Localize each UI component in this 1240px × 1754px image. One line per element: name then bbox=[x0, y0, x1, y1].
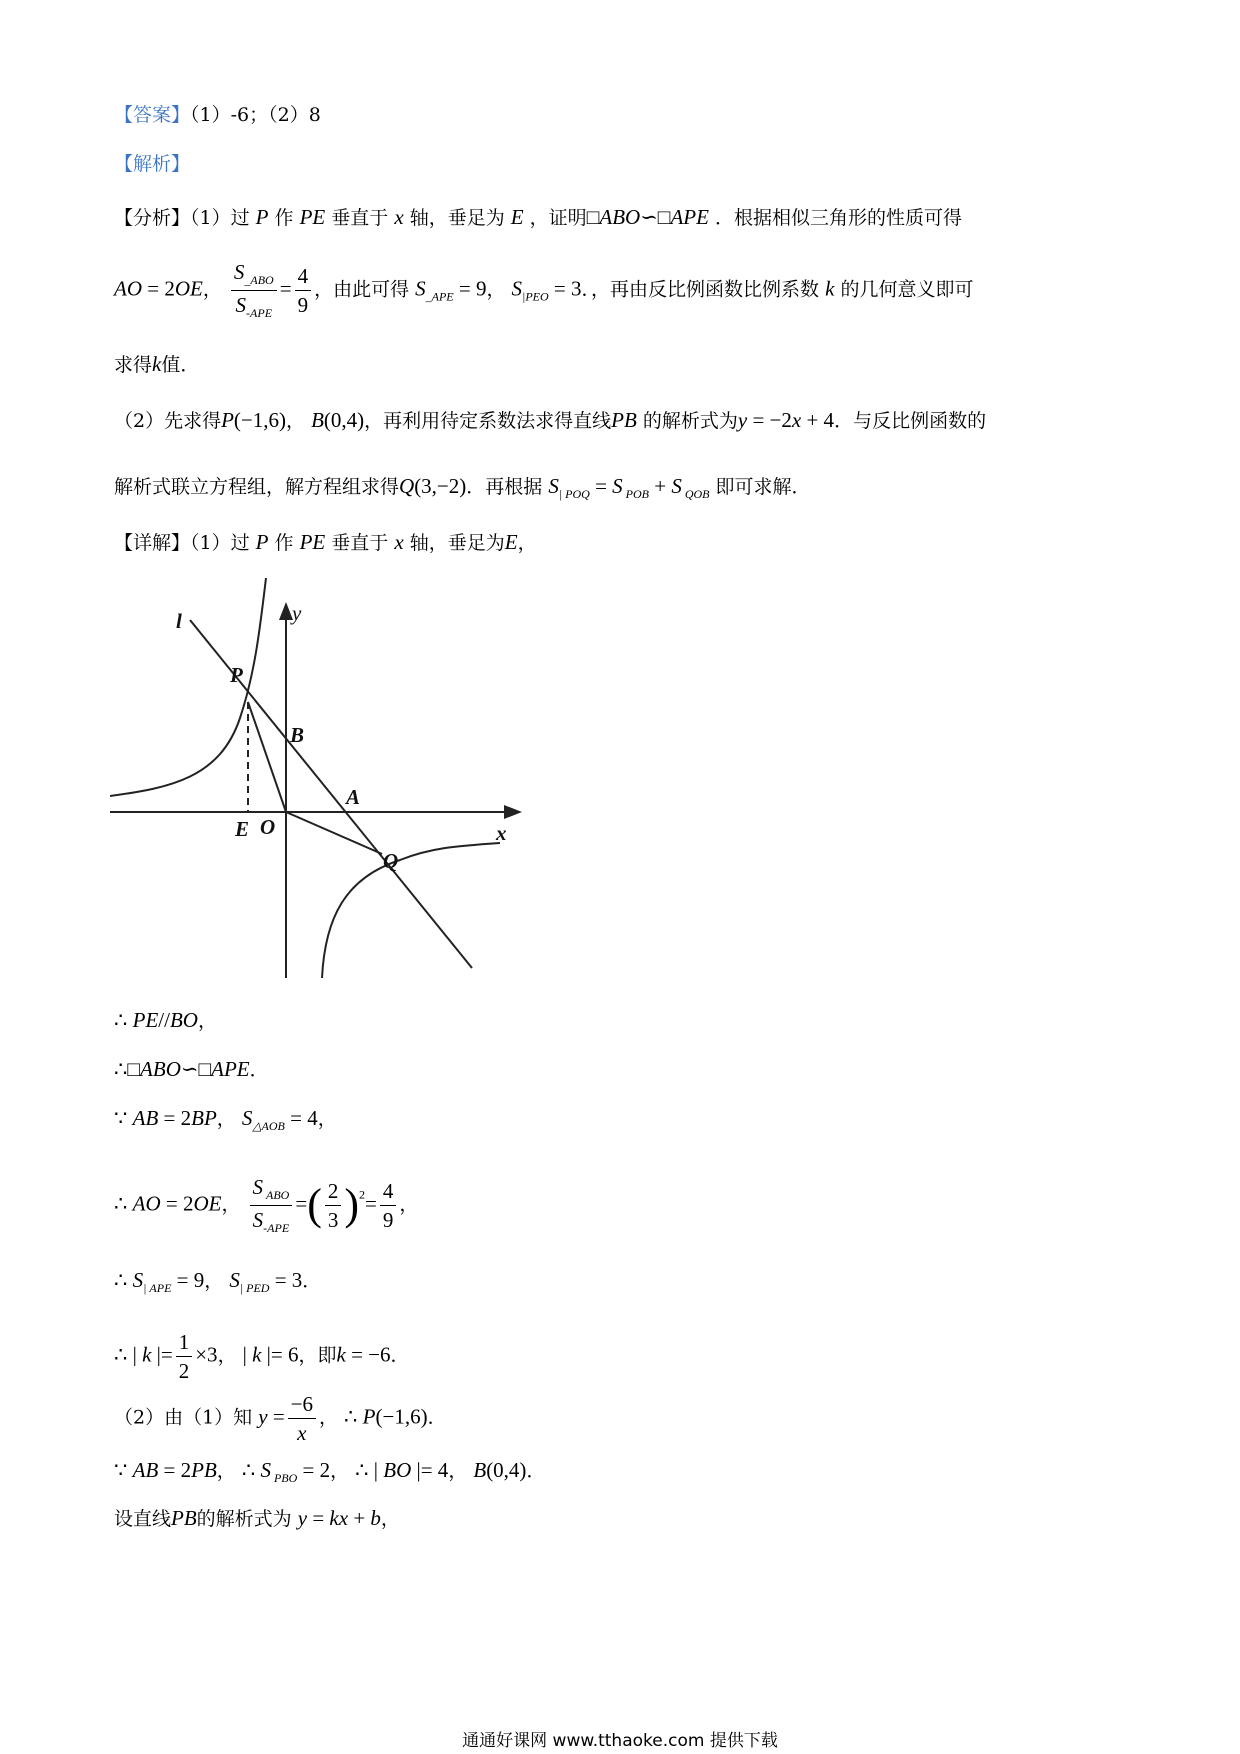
text: （2）由（1）知 bbox=[114, 1406, 253, 1429]
step-1: ∴ PE//BO， bbox=[114, 1008, 217, 1032]
answer-text: （1）-6；（2）8 bbox=[190, 104, 321, 126]
text: 的解析式为 bbox=[196, 1508, 292, 1530]
text: 作 bbox=[274, 532, 294, 554]
text: 解析式联立方程组，解方程组求得 bbox=[114, 476, 400, 498]
text: 垂直于 bbox=[331, 532, 389, 554]
fenxi-tag: 【分析】 bbox=[114, 207, 191, 229]
text: （2）先求得 bbox=[114, 410, 222, 432]
step-3: ∵ AB = 2BP， $S_{\triangle AOB} = 4$， bbox=[114, 1106, 337, 1133]
text: 即可求解． bbox=[715, 476, 811, 498]
label-x: x bbox=[496, 821, 507, 845]
fenxi-line-3: 求得k值． bbox=[114, 352, 200, 376]
label-b: B bbox=[290, 723, 305, 747]
fenxi-line-2: AO = 2OE， $\frac{S_{\_ABO}}{S_{-APE}}$ = $\frac{4}{9}$ ，由此可得 $S_{\_APE} = 9$， $S_{|PEO} = 3$．，再由反比例函数比例系数 k 的几何意义即可 bbox=[114, 260, 974, 320]
text: 求得 bbox=[114, 354, 153, 376]
text: 值． bbox=[161, 354, 200, 376]
step-4: ∴ AO = 2OE， $\frac{S _{ABO}}{S_{-APE}}$ =( $\frac{2}{3}$ )$^2$= $\frac{4}{9}$ ， bbox=[114, 1175, 419, 1235]
text: 设直线 bbox=[114, 1508, 172, 1530]
text: ，由此可得 bbox=[314, 278, 410, 301]
step-8: ∵ AB = 2PB， ∴ S $_{PBO}$ = 2， ∴ | BO |= 4， B(0,4)． bbox=[114, 1458, 546, 1485]
label-l: l bbox=[176, 609, 182, 633]
step-5: ∴ $S_{| APE} = 9$， $S_{| PED} = 3$． bbox=[114, 1268, 322, 1295]
step-6: ∴ | k |= $\frac{1}{2}$ ×3， | k |= 6，即k = −6． bbox=[114, 1330, 410, 1384]
text: ．再根据 bbox=[466, 476, 543, 498]
answer-line bbox=[114, 104, 321, 127]
text: ．与反比例函数的 bbox=[834, 410, 987, 432]
text: 的解析式为 bbox=[642, 410, 738, 432]
area-ratio-fraction: $\frac{S_{\_ABO}}{S_{-APE}}$ bbox=[231, 260, 277, 321]
text: 垂直于 bbox=[331, 207, 389, 229]
hyperbola-branch-right bbox=[322, 843, 500, 978]
label-e: E bbox=[235, 817, 250, 841]
label-o: O bbox=[260, 815, 276, 839]
hyperbola-branch-left bbox=[110, 578, 266, 796]
text: ，再利用待定系数法求得直线 bbox=[364, 410, 612, 432]
text: 轴，垂足为 bbox=[409, 207, 505, 229]
text: ，再由反比例函数比例系数 bbox=[591, 278, 820, 301]
label-a: A bbox=[346, 785, 361, 809]
fenxi-line-1: 【分析】（1）过 P 作 PE 垂直于 x 轴，垂足为 E ，证明□ABO∽□APE ．根据相似三角形的性质可得 bbox=[114, 205, 963, 229]
step-7: （2）由（1）知 y = $\frac{-6}{x}$ ， ∴ P(−1,6)． bbox=[114, 1392, 447, 1446]
text: ，证明 bbox=[529, 207, 587, 229]
fenxi-line-4: （2）先求得P(−1,6)， B(0,4)，再利用待定系数法求得直线PB 的解析式为y = −2x + 4．与反比例函数的 bbox=[114, 408, 987, 432]
segment-oq bbox=[286, 812, 382, 854]
label-y: y bbox=[292, 601, 302, 625]
analysis-tag: 【解析】 bbox=[114, 153, 191, 175]
footer-watermark: 通通好课网 www.tthaoke.com 提供下载 bbox=[462, 1731, 778, 1751]
text: 作 bbox=[274, 207, 294, 229]
label-q: Q bbox=[383, 849, 399, 873]
text: （1）过 bbox=[190, 532, 250, 554]
detail-line-1: 【详解】（1）过 P 作 PE 垂直于 x 轴，垂足为E， bbox=[114, 530, 537, 554]
coordinate-figure bbox=[110, 578, 530, 978]
answer-tag: 【答案】 bbox=[114, 104, 191, 126]
text: 即 bbox=[317, 1344, 337, 1367]
text: 的几何意义即可 bbox=[840, 278, 974, 301]
analysis-heading bbox=[114, 153, 190, 176]
step-9: 设直线PB的解析式为 y = kx + b， bbox=[114, 1506, 400, 1530]
detail-tag: 【详解】 bbox=[114, 532, 191, 554]
text: ．根据相似三角形的性质可得 bbox=[715, 207, 963, 229]
text: 轴，垂足为 bbox=[409, 532, 505, 554]
segment-po bbox=[248, 702, 286, 812]
y-axis-arrow bbox=[279, 602, 293, 620]
text: （1）过 bbox=[190, 207, 250, 229]
fenxi-line-5: 解析式联立方程组，解方程组求得Q(3,−2)．再根据 $S_{| POQ} = S$ $_{POB}$ + S $_{QOB}$ 即可求解． bbox=[114, 474, 811, 501]
step-2: ∴□ABO∽□APE． bbox=[114, 1057, 269, 1081]
x-axis-arrow bbox=[504, 805, 522, 819]
label-p: P bbox=[230, 663, 243, 687]
